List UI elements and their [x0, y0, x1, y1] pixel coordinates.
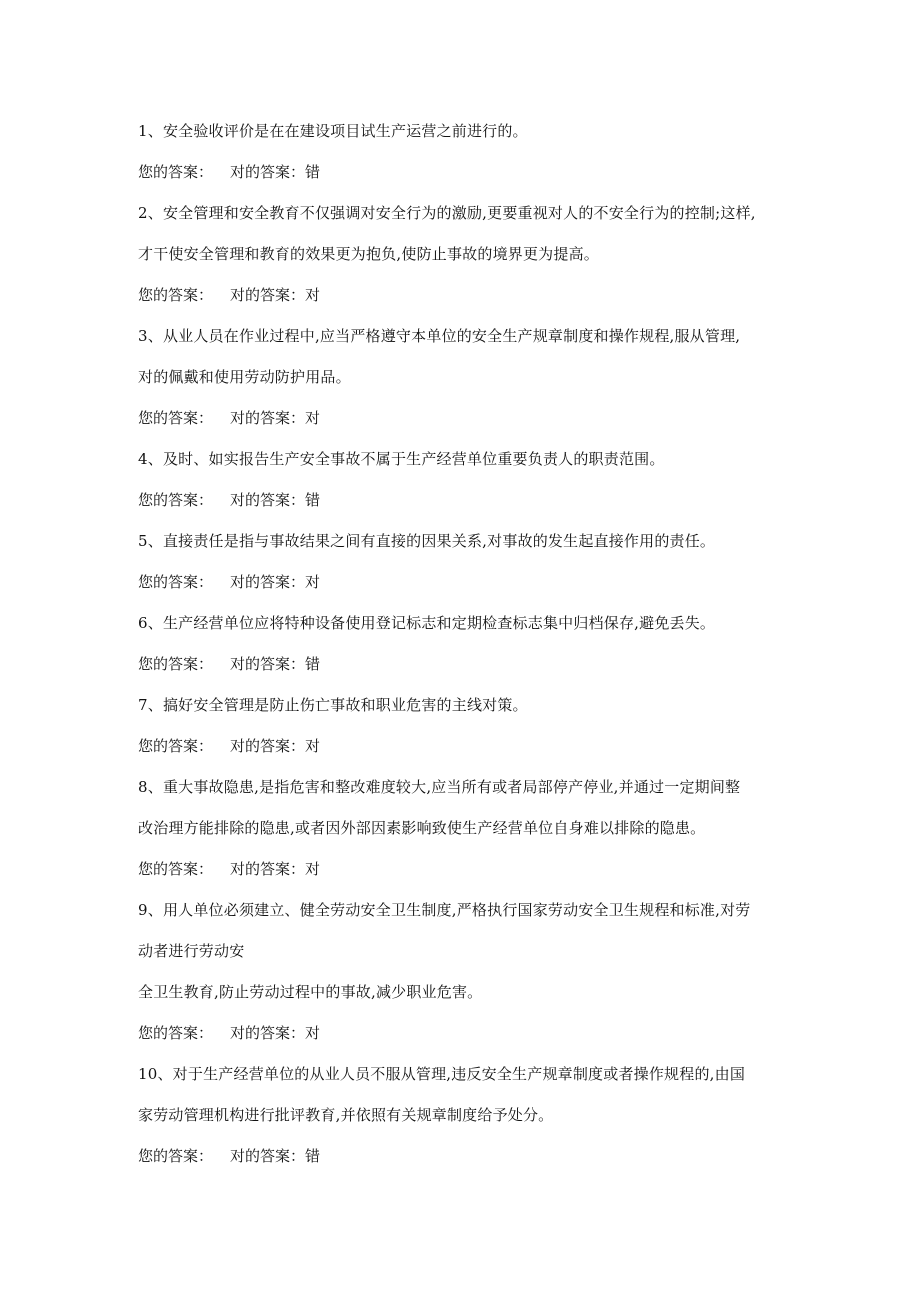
your-answer-label: 您的答案：: [138, 573, 214, 591]
correct-answer: 对的答案：对: [230, 286, 321, 304]
question-text-line: 3、从业人员在作业过程中,应当严格遵守本单位的安全生产规章制度和操作规程,服从管理,: [138, 327, 741, 345]
correct-answer: 对的答案：错: [230, 1147, 321, 1165]
question-text-line: 1、安全验收评价是在在建设项目试生产运营之前进行的。: [138, 122, 528, 140]
question-text-line: 9、用人单位必须建立、健全劳动安全卫生制度,严格执行国家劳动安全卫生规程和标准,对劳: [138, 901, 751, 919]
correct-answer: 对的答案：对: [230, 860, 321, 878]
your-answer-label: 您的答案：: [138, 491, 214, 509]
question-text-line: 家劳动管理机构进行批评教育,并依照有关规章制度给予处分。: [138, 1106, 554, 1124]
answer-line: [138, 1141, 788, 1182]
your-answer-label: 您的答案：: [138, 860, 214, 878]
answer-line: [138, 1018, 788, 1059]
answer-line: [138, 157, 788, 198]
answer-line: [138, 854, 788, 895]
answer-line: [138, 649, 788, 690]
question-text-line: 8、重大事故隐患,是指危害和整改难度较大,应当所有或者局部停产停业,并通过一定期间整: [138, 778, 741, 796]
question-item: [138, 444, 788, 526]
question-text-line: 5、直接责任是指与事故结果之间有直接的因果关系,对事故的发生起直接作用的责任。: [138, 532, 716, 550]
question-item: [138, 1059, 788, 1182]
question-item: [138, 321, 788, 444]
answer-line: [138, 403, 788, 444]
your-answer-label: 您的答案：: [138, 286, 214, 304]
question-text-line: 4、及时、如实报告生产安全事故不属于生产经营单位重要负责人的职责范围。: [138, 450, 665, 468]
correct-answer: 对的答案：对: [230, 409, 321, 427]
your-answer-label: 您的答案：: [138, 737, 214, 755]
your-answer-label: 您的答案：: [138, 163, 214, 181]
question-item: [138, 895, 788, 1059]
question-text-line: 10、对于生产经营单位的从业人员不服从管理,违反安全生产规章制度或者操作规程的,由国: [138, 1065, 746, 1083]
your-answer-label: 您的答案：: [138, 655, 214, 673]
answer-line: [138, 567, 788, 608]
answer-line: [138, 485, 788, 526]
question-text-line: 7、搞好安全管理是防止伤亡事故和职业危害的主线对策。: [138, 696, 528, 714]
question-item: [138, 608, 788, 690]
question-text-line: 对的佩戴和使用劳动防护用品。: [138, 368, 351, 386]
correct-answer: 对的答案：错: [230, 163, 321, 181]
question-text-line: 全卫生教育,防止劳动过程中的事故,减少职业危害。: [138, 983, 483, 1001]
correct-answer: 对的答案：对: [230, 737, 321, 755]
correct-answer: 对的答案：错: [230, 491, 321, 509]
question-text-line: 2、安全管理和安全教育不仅强调对安全行为的激励,更要重视对人的不安全行为的控制;这样,: [138, 204, 756, 222]
question-item: [138, 526, 788, 608]
correct-answer: 对的答案：对: [230, 573, 321, 591]
answer-line: [138, 280, 788, 321]
your-answer-label: 您的答案：: [138, 409, 214, 427]
question-item: [138, 690, 788, 772]
question-text-line: 6、生产经营单位应将特种设备使用登记标志和定期检查标志集中归档保存,避免丢失。: [138, 614, 716, 632]
question-text-line: 才干使安全管理和教育的效果更为抱负,使防止事故的境界更为提高。: [138, 245, 599, 263]
correct-answer: 对的答案：错: [230, 655, 321, 673]
your-answer-label: 您的答案：: [138, 1024, 214, 1042]
question-item: [138, 772, 788, 895]
question-text-line: 动者进行劳动安: [138, 942, 245, 960]
question-list: [138, 116, 788, 1182]
question-item: [138, 116, 788, 198]
question-item: [138, 198, 788, 321]
correct-answer: 对的答案：对: [230, 1024, 321, 1042]
your-answer-label: 您的答案：: [138, 1147, 214, 1165]
answer-line: [138, 731, 788, 772]
question-text-line: 改治理方能排除的隐患,或者因外部因素影响致使生产经营单位自身难以排除的隐患。: [138, 819, 706, 837]
